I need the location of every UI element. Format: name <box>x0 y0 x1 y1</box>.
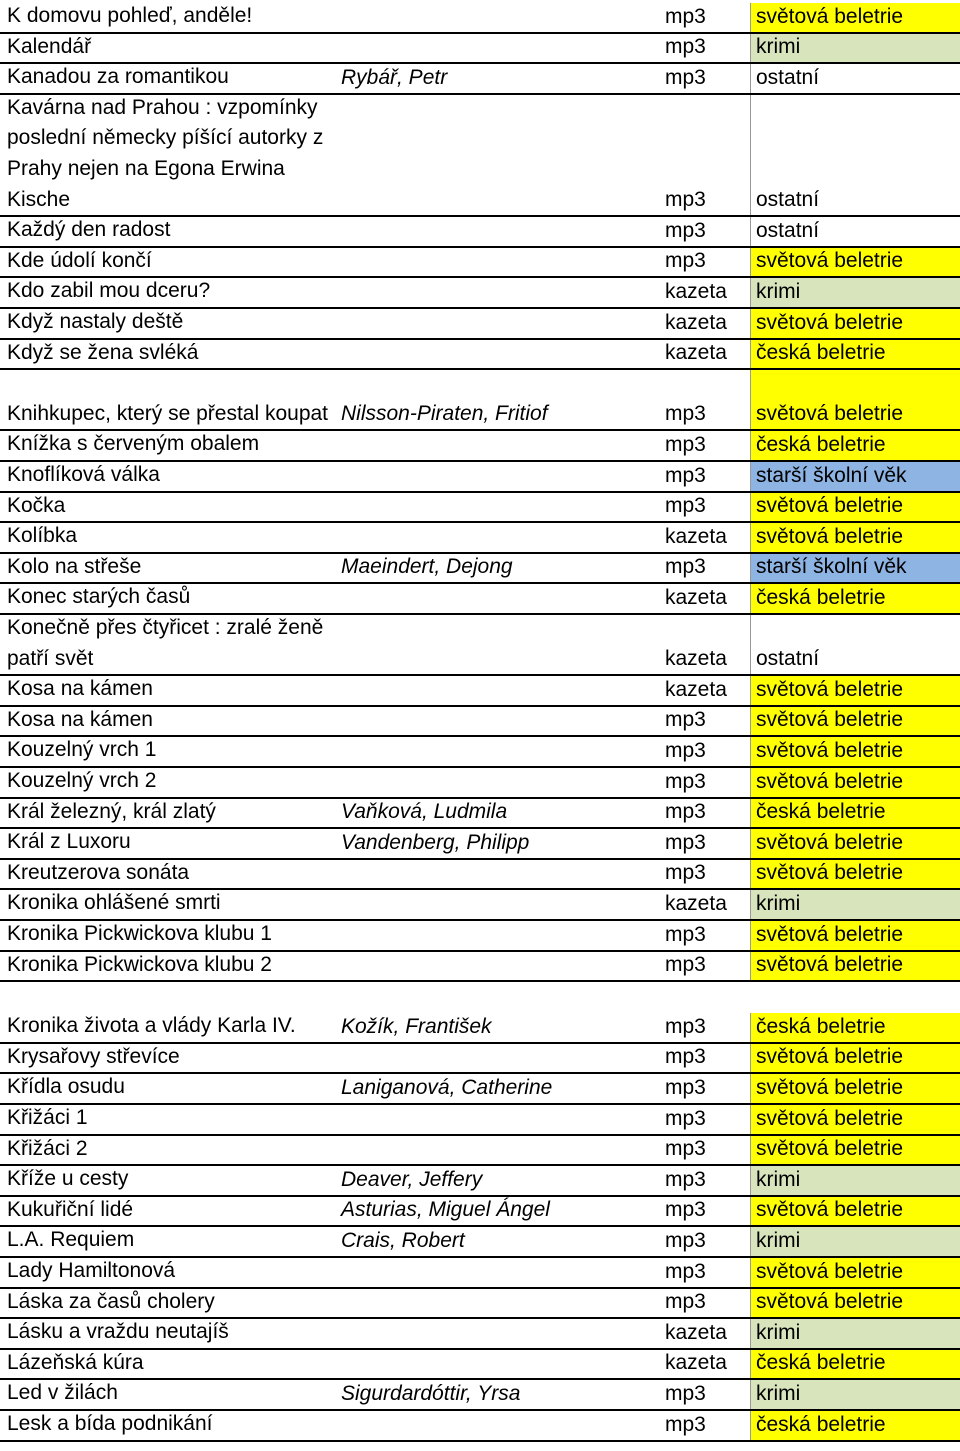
genre-cell <box>750 1166 960 1195</box>
title-cell: Když nastaly deště <box>7 310 184 333</box>
title-cell: Král železný, král zlatý <box>7 799 216 823</box>
table-row <box>0 1166 960 1197</box>
genre-cell <box>750 1044 960 1073</box>
format-cell: mp3 <box>665 463 706 487</box>
genre-label: česká beletrie <box>756 585 886 609</box>
genre-cell <box>750 829 960 858</box>
format-cell: mp3 <box>665 738 706 762</box>
genre-cell <box>750 768 960 797</box>
title-cell: Krysařovy střevíce <box>7 1044 180 1068</box>
genre-label: starší školní věk <box>756 463 907 487</box>
genre-label: česká beletrie <box>756 1412 886 1436</box>
genre-label: světová beletrie <box>756 494 904 518</box>
genre-cell <box>750 1380 960 1409</box>
format-cell: mp3 <box>665 402 706 426</box>
genre-label: světová beletrie <box>756 310 904 334</box>
format-cell: kazeta <box>665 585 727 609</box>
genre-label: světová beletrie <box>756 677 904 701</box>
table-row <box>0 1350 960 1381</box>
title-cell: Kosa na kámen <box>7 677 153 701</box>
genre-cell <box>750 462 960 491</box>
genre-label: světová beletrie <box>756 1198 904 1222</box>
title-cell: Křižáci 2 <box>7 1136 88 1160</box>
author-cell: Vaňková, Ludmila <box>341 800 508 824</box>
format-cell: mp3 <box>665 1290 706 1314</box>
table-row <box>0 431 960 462</box>
genre-label: světová beletrie <box>756 922 904 946</box>
format-cell: mp3 <box>665 65 706 89</box>
genre-cell <box>750 3 960 32</box>
table-row <box>0 1227 960 1258</box>
table-row <box>0 829 960 860</box>
format-cell: mp3 <box>665 35 706 59</box>
genre-cell <box>750 1350 960 1379</box>
genre-label: světová beletrie <box>756 524 904 548</box>
genre-cell <box>750 1105 960 1134</box>
format-cell: mp3 <box>665 1259 706 1283</box>
table-row <box>0 890 960 921</box>
genre-cell <box>750 64 960 93</box>
title-cell: Křižáci 1 <box>7 1106 88 1129</box>
genre-label: světová beletrie <box>756 1075 904 1099</box>
format-cell: mp3 <box>665 218 706 242</box>
genre-label: krimi <box>756 279 801 303</box>
title-cell: Lásku a vraždu neutajíš <box>7 1320 229 1344</box>
format-cell: kazeta <box>665 310 727 334</box>
genre-cell <box>750 707 960 736</box>
genre-cell <box>750 1197 960 1226</box>
genre-cell <box>750 676 960 705</box>
author-cell: Maeindert, Dejong <box>341 555 513 579</box>
title-cell: Lady Hamiltonová <box>7 1259 176 1282</box>
genre-cell <box>750 584 960 613</box>
format-cell: kazeta <box>665 1320 727 1344</box>
format-cell: kazeta <box>665 677 727 701</box>
format-cell: mp3 <box>665 708 706 732</box>
format-cell: mp3 <box>665 432 706 456</box>
author-cell: Rybář, Petr <box>341 65 448 89</box>
genre-label: česká beletrie <box>756 432 886 456</box>
genre-label: krimi <box>756 1320 801 1344</box>
table-row <box>0 676 960 707</box>
table-row <box>0 278 960 309</box>
title-cell: Kouzelný vrch 1 <box>7 738 157 762</box>
title-cell: Kalendář <box>7 34 92 58</box>
title-cell: K domovu pohleď, anděle! <box>7 4 253 27</box>
genre-label: krimi <box>756 891 801 915</box>
format-cell: mp3 <box>665 922 706 946</box>
author-cell: Deaver, Jeffery <box>341 1167 483 1191</box>
title-cell: Král z Luxoru <box>7 830 131 854</box>
title-cell: Když se žena svléká <box>7 340 199 364</box>
format-cell: kazeta <box>665 647 727 671</box>
genre-label: ostatní <box>756 218 820 242</box>
genre-cell <box>750 860 960 889</box>
genre-label: starší školní věk <box>756 555 907 579</box>
genre-cell <box>750 248 960 277</box>
genre-cell <box>750 493 960 522</box>
genre-label: česká beletrie <box>756 341 886 365</box>
genre-label: světová beletrie <box>756 738 904 762</box>
format-cell: kazeta <box>665 891 727 915</box>
table-row <box>0 1013 960 1044</box>
title-cell: Kronika života a vlády Karla IV. <box>7 1014 296 1038</box>
genre-cell <box>750 1013 960 1042</box>
genre-label: česká beletrie <box>756 1014 886 1038</box>
format-cell: mp3 <box>665 1014 706 1038</box>
genre-cell <box>750 1411 960 1440</box>
author-cell: Sigurdardóttir, Yrsa <box>341 1381 521 1405</box>
table-row <box>0 952 960 983</box>
genre-label: světová beletrie <box>756 1106 904 1130</box>
title-cell: Led v žilách <box>7 1381 118 1405</box>
format-cell: mp3 <box>665 1412 706 1436</box>
format-cell: mp3 <box>665 494 706 518</box>
format-cell: mp3 <box>665 1137 706 1161</box>
title-cell: Kříže u cesty <box>7 1167 129 1191</box>
title-cell: Kočka <box>7 493 66 517</box>
title-cell: Kolo na střeše <box>7 554 142 578</box>
genre-cell <box>750 1227 960 1256</box>
table-row <box>0 768 960 799</box>
genre-label: ostatní <box>756 65 820 89</box>
title-cell: Láska za časů cholery <box>7 1289 215 1313</box>
title-cell: Konec starých časů <box>7 585 191 609</box>
table-row <box>0 1319 960 1350</box>
genre-cell <box>750 278 960 307</box>
genre-cell <box>750 370 960 429</box>
title-cell: Knihkupec, který se přestal koupat <box>7 401 329 425</box>
format-cell: mp3 <box>665 188 706 212</box>
format-cell: mp3 <box>665 769 706 793</box>
row-gap <box>0 982 960 1013</box>
genre-cell <box>750 952 960 981</box>
title-cell: L.A. Requiem <box>7 1228 135 1252</box>
title-cell: Lesk a bída podnikání <box>7 1412 213 1435</box>
author-cell: Vandenberg, Philipp <box>341 830 530 854</box>
format-cell: mp3 <box>665 830 706 854</box>
table-row <box>0 523 960 554</box>
title-cell: Kavárna nad Prahou : vzpomínky poslední německy píšící autorky z Prahy nejen na Egona Erwina Kische <box>7 95 324 211</box>
title-cell: Kouzelný vrch 2 <box>7 769 157 792</box>
table-row <box>0 1197 960 1228</box>
genre-label: světová beletrie <box>756 249 904 273</box>
table-row <box>0 860 960 891</box>
genre-cell <box>750 737 960 766</box>
table-row <box>0 34 960 65</box>
table-row <box>0 217 960 248</box>
genre-cell <box>750 95 960 215</box>
table-row <box>0 921 960 952</box>
table-row <box>0 584 960 615</box>
genre-cell <box>750 615 960 674</box>
genre-label: světová beletrie <box>756 830 904 854</box>
table-row <box>0 1044 960 1075</box>
genre-cell <box>750 431 960 460</box>
format-cell: mp3 <box>665 1106 706 1130</box>
table-row <box>0 1074 960 1105</box>
table-row <box>0 1258 960 1289</box>
format-cell: mp3 <box>665 1198 706 1222</box>
title-cell: Každý den radost <box>7 218 171 242</box>
genre-label: ostatní <box>756 647 820 671</box>
title-cell: Kronika ohlášené smrti <box>7 891 221 915</box>
title-cell: Knoflíková válka <box>7 463 160 486</box>
genre-cell <box>750 1258 960 1287</box>
format-cell: mp3 <box>665 4 706 28</box>
genre-label: světová beletrie <box>756 953 904 977</box>
genre-cell <box>750 34 960 63</box>
format-cell: mp3 <box>665 249 706 273</box>
genre-label: česká beletrie <box>756 1351 886 1375</box>
genre-cell <box>750 340 960 369</box>
table-row <box>0 64 960 95</box>
genre-label: ostatní <box>756 188 820 212</box>
genre-label: krimi <box>756 1167 801 1191</box>
format-cell: mp3 <box>665 555 706 579</box>
table-row <box>0 615 960 676</box>
table-row <box>0 95 960 217</box>
title-cell: Kdo zabil mou dceru? <box>7 279 211 303</box>
table-row <box>0 1411 960 1442</box>
genre-label: světová beletrie <box>756 769 904 793</box>
genre-cell <box>750 554 960 583</box>
format-cell: kazeta <box>665 341 727 365</box>
format-cell: mp3 <box>665 1167 706 1191</box>
format-cell: kazeta <box>665 1351 727 1375</box>
table-row <box>0 1289 960 1320</box>
title-cell: Křídla osudu <box>7 1075 125 1099</box>
genre-label: světová beletrie <box>756 1045 904 1069</box>
genre-cell <box>750 523 960 552</box>
genre-cell <box>750 1136 960 1165</box>
genre-label: světová beletrie <box>756 1290 904 1314</box>
title-cell: Kukuřiční lidé <box>7 1197 134 1221</box>
genre-cell <box>750 309 960 338</box>
title-cell: Kronika Pickwickova klubu 2 <box>7 952 272 976</box>
table-row <box>0 493 960 524</box>
genre-label: světová beletrie <box>756 1137 904 1161</box>
genre-label: světová beletrie <box>756 1259 904 1283</box>
table-row <box>0 309 960 340</box>
author-cell: Asturias, Miguel Ángel <box>341 1198 550 1222</box>
table-row <box>0 1380 960 1411</box>
title-cell: Kreutzerova sonáta <box>7 860 190 884</box>
author-cell: Crais, Robert <box>341 1228 465 1252</box>
genre-label: světová beletrie <box>756 402 904 426</box>
genre-label: krimi <box>756 35 801 59</box>
format-cell: mp3 <box>665 1228 706 1252</box>
title-cell: Lázeňská kúra <box>7 1350 144 1374</box>
format-cell: mp3 <box>665 861 706 885</box>
genre-cell <box>750 890 960 919</box>
table-row <box>0 340 960 371</box>
genre-label: světová beletrie <box>756 861 904 885</box>
genre-cell <box>750 799 960 828</box>
title-cell: Kronika Pickwickova klubu 1 <box>7 922 272 945</box>
format-cell: mp3 <box>665 1045 706 1069</box>
author-cell: Kožík, František <box>341 1014 492 1038</box>
title-cell: Knížka s červeným obalem <box>7 432 260 456</box>
table-row <box>0 1105 960 1136</box>
author-cell: Laniganová, Catherine <box>341 1075 553 1099</box>
title-cell: Kosa na kámen <box>7 707 153 731</box>
format-cell: kazeta <box>665 524 727 548</box>
table-row <box>0 248 960 279</box>
table-row <box>0 799 960 830</box>
genre-cell <box>750 1319 960 1348</box>
genre-label: česká beletrie <box>756 800 886 824</box>
genre-cell <box>750 217 960 246</box>
genre-cell <box>750 921 960 950</box>
title-cell: Kanadou za romantikou <box>7 65 229 89</box>
title-cell: Kolíbka <box>7 524 78 548</box>
table-row <box>0 3 960 34</box>
author-cell: Nilsson-Piraten, Fritiof <box>341 402 548 426</box>
table-row <box>0 1136 960 1167</box>
genre-label: světová beletrie <box>756 708 904 732</box>
format-cell: mp3 <box>665 1381 706 1405</box>
title-cell: Konečně přes čtyřicet : zralé ženě patří svět <box>7 616 324 670</box>
format-cell: mp3 <box>665 1075 706 1099</box>
table-row <box>0 462 960 493</box>
genre-label: krimi <box>756 1381 801 1405</box>
table-row <box>0 737 960 768</box>
genre-cell <box>750 1289 960 1318</box>
table-row <box>0 370 960 431</box>
format-cell: mp3 <box>665 953 706 977</box>
title-cell: Kde údolí končí <box>7 248 152 272</box>
genre-label: světová beletrie <box>756 4 904 28</box>
table-row <box>0 554 960 585</box>
genre-label: krimi <box>756 1228 801 1252</box>
format-cell: kazeta <box>665 279 727 303</box>
genre-cell <box>750 1074 960 1103</box>
table-row <box>0 707 960 738</box>
format-cell: mp3 <box>665 800 706 824</box>
